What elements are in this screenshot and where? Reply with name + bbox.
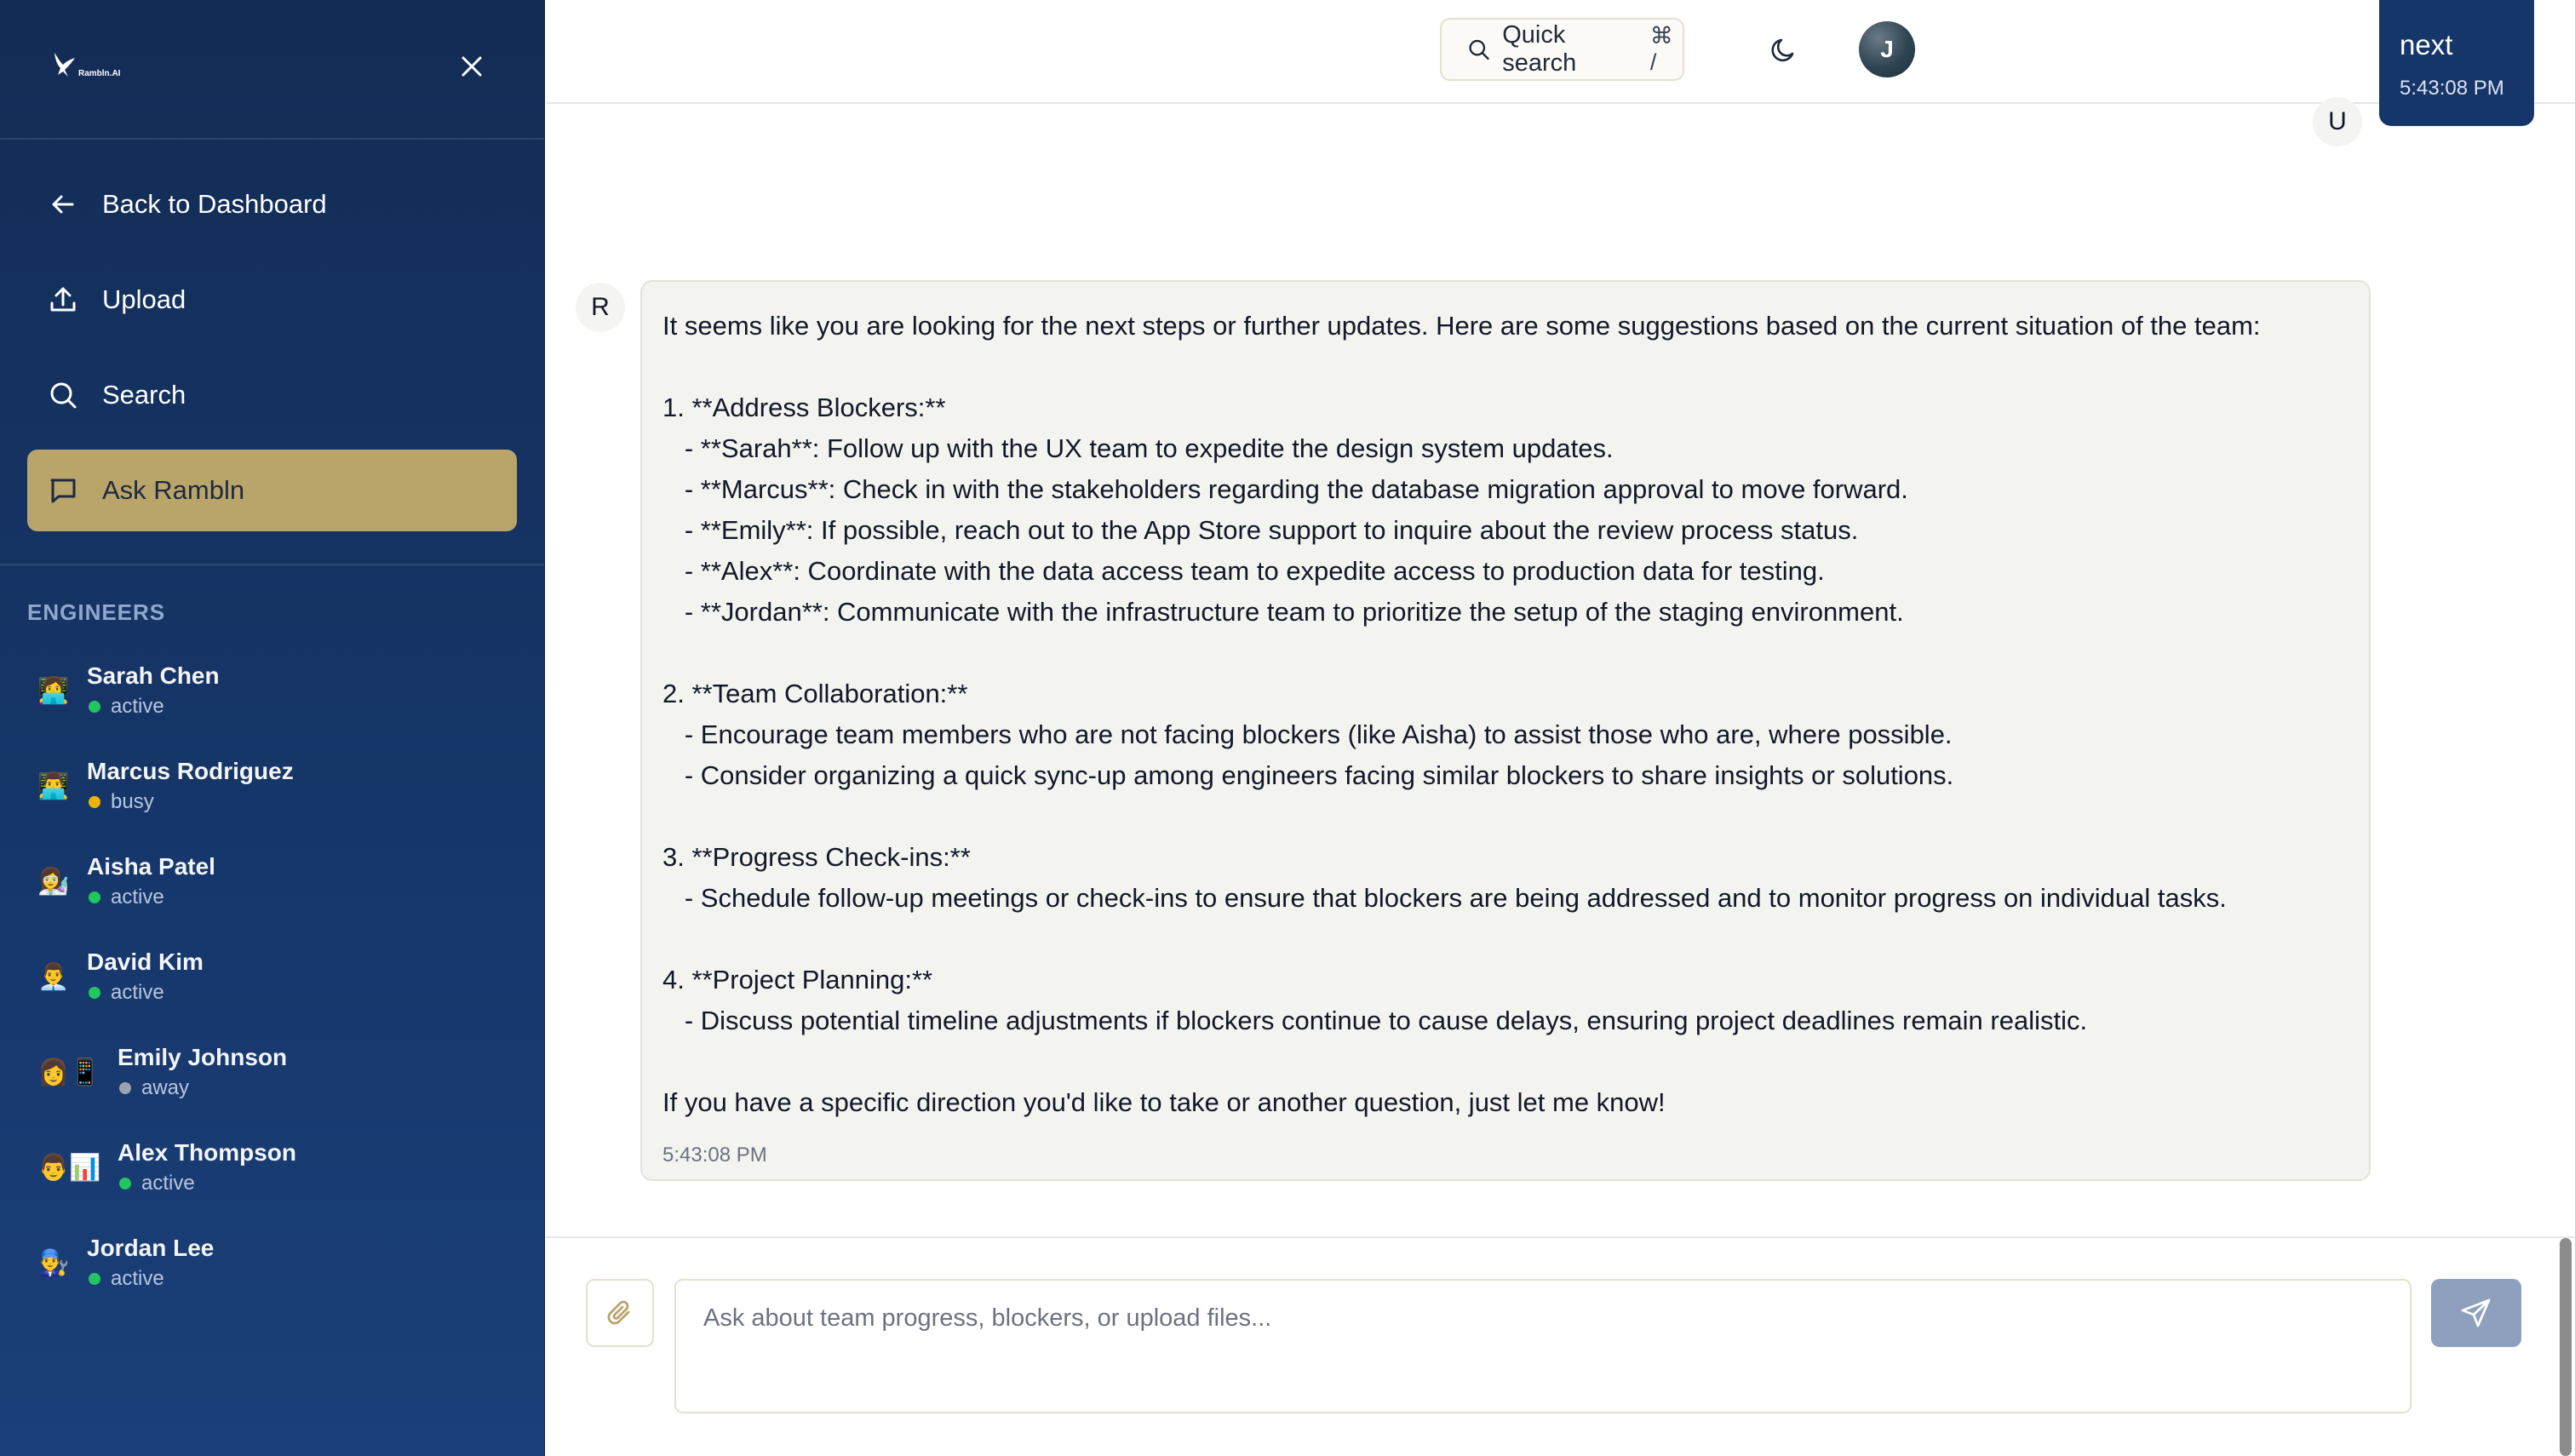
status-text: active: [111, 886, 164, 909]
status-dot: [89, 1273, 100, 1285]
nav-label: Ask Rambln: [102, 475, 245, 505]
message-line: - Schedule follow-up meetings or check-ins to ensure that blockers are being addressed and to monitor progress on individual tasks.: [662, 883, 2227, 913]
assistant-message-time: 5:43:08 PM: [662, 1144, 767, 1167]
message-line: - **Emily**: If possible, reach out to the App Store support to inquire about the review process status.: [662, 515, 1859, 545]
message-line: - **Sarah**: Follow up with the UX team to expedite the design system updates.: [662, 433, 1614, 463]
status-dot: [89, 891, 100, 903]
engineer-status: [87, 695, 220, 719]
message-line: 2. **Team Collaboration:**: [662, 679, 968, 708]
message-icon: [46, 473, 80, 507]
message-line: It seems like you are looking for the next steps or further updates. Here are some suggestions based on the current situation of the team:: [662, 311, 2261, 341]
message-input[interactable]: [674, 1279, 2412, 1413]
message-line: [662, 919, 2348, 960]
logo-text: Rambln.AI: [78, 69, 121, 78]
nav-search[interactable]: [27, 354, 517, 436]
status-dot: [89, 796, 100, 808]
quick-search-button[interactable]: [1440, 18, 1684, 81]
engineer-item-sarah-chen[interactable]: [37, 643, 544, 738]
engineer-avatar: 👩📱: [37, 1058, 101, 1086]
status-text: active: [111, 981, 164, 1004]
rambln-logo[interactable]: [49, 49, 120, 80]
nav-label: Search: [102, 380, 186, 410]
nav-label: Back to Dashboard: [102, 189, 327, 219]
engineer-avatar: 👩‍🔬: [37, 867, 70, 896]
theme-toggle-button[interactable]: [1765, 32, 1803, 69]
message-line: - **Marcus**: Check in with the stakeholders regarding the database migration approval to move forward.: [662, 474, 1908, 504]
message-line: 3. **Progress Check-ins:**: [662, 842, 971, 872]
engineer-item-alex-thompson[interactable]: [37, 1120, 544, 1215]
message-line: - Encourage team members who are not facing blockers (like Aisha) to assist those who are, where possible.: [662, 719, 1953, 749]
sidebar-nav: [0, 140, 544, 565]
bird-logo-icon: [49, 49, 78, 80]
sidebar-header: [0, 0, 544, 140]
engineer-item-aisha-patel[interactable]: [37, 834, 544, 929]
moon-icon: [1769, 35, 1799, 66]
engineer-status: [87, 886, 215, 909]
message-line: [662, 796, 2348, 837]
message-line: 4. **Project Planning:**: [662, 965, 933, 995]
user-message-bubble: [2379, 0, 2534, 126]
user-message-text: next: [2400, 29, 2453, 60]
engineer-status: [118, 1172, 296, 1195]
engineer-name: Marcus Rodriguez: [87, 758, 294, 784]
status-dot: [89, 987, 100, 999]
status-text: away: [141, 1076, 190, 1099]
status-text: active: [111, 695, 164, 718]
user-message-avatar: U: [2313, 97, 2362, 146]
status-dot: [119, 1178, 131, 1189]
arrow-left-icon: [46, 187, 80, 221]
nav-label: Upload: [102, 284, 186, 314]
send-icon: [2459, 1296, 2493, 1330]
status-text: active: [141, 1172, 195, 1195]
engineer-item-david-kim[interactable]: [37, 929, 544, 1024]
engineer-avatar: 👩‍💻: [37, 676, 70, 705]
message-line: If you have a specific direction you'd like to take or another question, just let me know!: [662, 1087, 1666, 1117]
engineer-name: Alex Thompson: [118, 1139, 297, 1166]
attach-file-button[interactable]: [586, 1279, 654, 1347]
engineers-list: [0, 626, 544, 1310]
message-line: [662, 1041, 2348, 1082]
status-dot: [119, 1082, 131, 1094]
engineer-name: Jordan Lee: [87, 1235, 215, 1261]
engineer-status: [87, 981, 204, 1005]
paperclip-icon: [603, 1296, 637, 1330]
upload-icon: [46, 283, 80, 317]
engineer-name: Aisha Patel: [87, 853, 215, 880]
status-dot: [89, 701, 100, 713]
scrollbar-thumb[interactable]: [2560, 1238, 2572, 1456]
user-message-time: 5:43:08 PM: [2400, 77, 2504, 100]
assistant-message-bubble: [640, 280, 2371, 1181]
engineer-avatar: 👨📊: [37, 1153, 101, 1182]
sidebar: [0, 0, 545, 1456]
search-icon: [46, 378, 80, 412]
keyboard-shortcut: ⌘ /: [1649, 23, 1673, 75]
send-button[interactable]: [2431, 1279, 2521, 1347]
engineer-status: [87, 1267, 214, 1291]
engineer-item-marcus-rodriguez[interactable]: [37, 738, 544, 834]
close-sidebar-button[interactable]: [453, 48, 490, 85]
message-line: 1. **Address Blockers:**: [662, 393, 946, 422]
search-icon: [1467, 37, 1490, 62]
engineer-avatar: 👨‍💻: [37, 771, 70, 800]
engineer-status: [118, 1076, 287, 1100]
engineers-heading: ENGINEERS: [27, 599, 166, 625]
message-line: - Consider organizing a quick sync-up among engineers facing similar blockers to share insights or solutions.: [662, 760, 1954, 790]
engineer-avatar: 👨‍💼: [37, 962, 70, 991]
engineer-name: Sarah Chen: [87, 662, 220, 689]
close-icon: [459, 54, 485, 79]
engineer-name: Emily Johnson: [118, 1044, 288, 1070]
message-line: - **Jordan**: Communicate with the infrastructure team to prioritize the setup of the staging environment.: [662, 597, 1904, 627]
message-line: [662, 347, 2348, 387]
nav-back-to-dashboard[interactable]: [27, 163, 517, 245]
engineer-avatar: 👨‍🔧: [37, 1248, 70, 1277]
message-line: - **Alex**: Coordinate with the data access team to expedite access to production data for testing.: [662, 556, 1825, 586]
quick-search-label: Quick search: [1502, 21, 1577, 77]
engineer-status: [87, 790, 294, 814]
engineer-item-emily-johnson[interactable]: [37, 1024, 544, 1120]
user-avatar-button[interactable]: J: [1859, 21, 1915, 77]
status-text: busy: [111, 790, 154, 813]
nav-ask-rambln[interactable]: [27, 450, 517, 531]
message-line: [662, 633, 2348, 674]
message-line: - Discuss potential timeline adjustments if blockers continue to cause delays, ensuring project deadlines remain realistic.: [662, 1006, 2088, 1035]
engineer-item-jordan-lee[interactable]: [37, 1215, 544, 1310]
status-text: active: [111, 1267, 164, 1290]
engineer-name: David Kim: [87, 949, 204, 975]
assistant-avatar: R: [576, 283, 625, 332]
nav-upload[interactable]: [27, 259, 517, 341]
